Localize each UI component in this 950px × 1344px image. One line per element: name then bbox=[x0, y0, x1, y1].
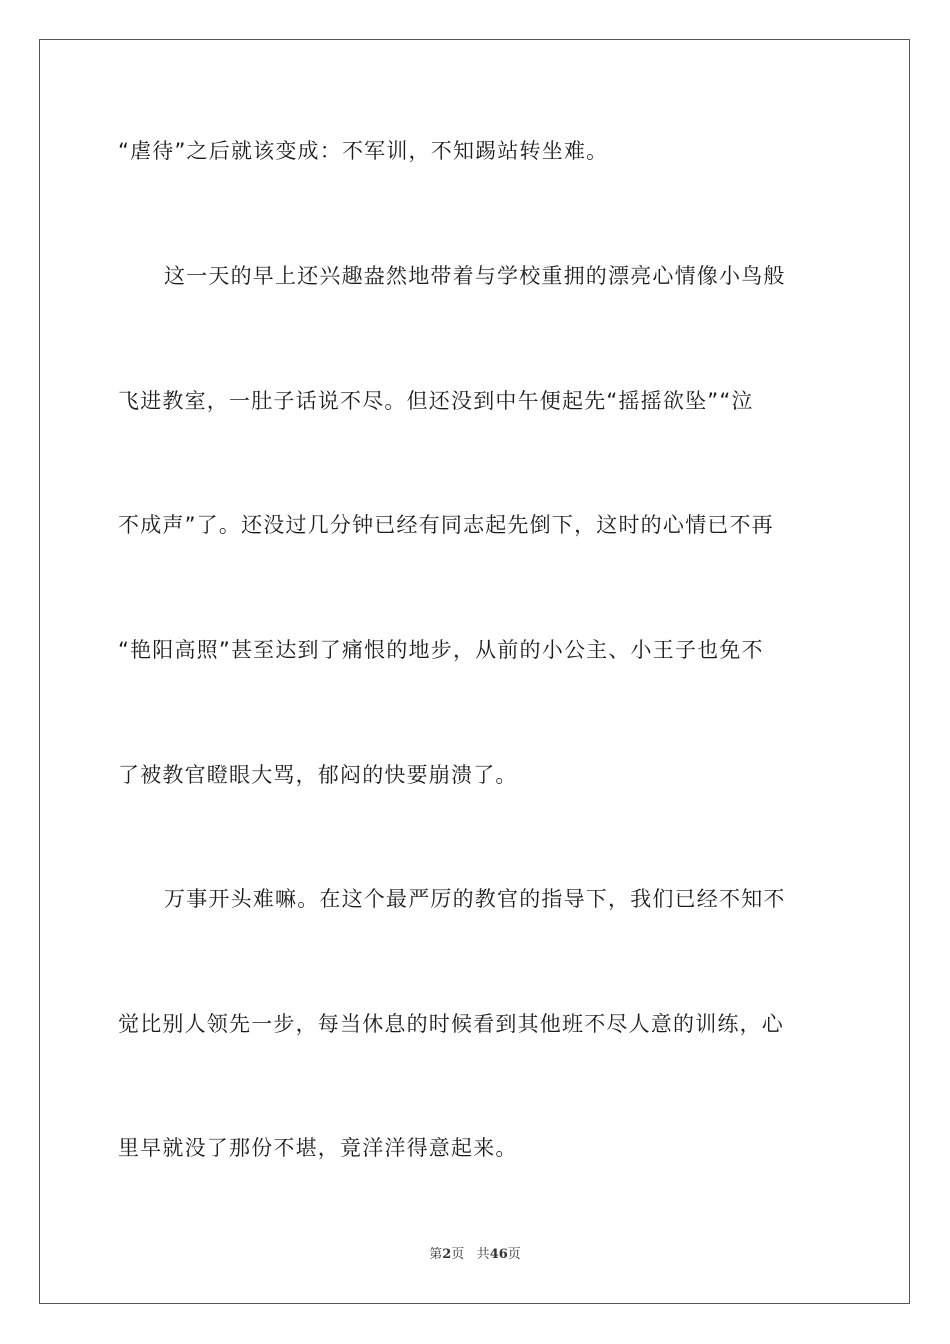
text-line-1: “虐待”之后就该变成：不军训，不知踢站转坐难。 bbox=[118, 139, 609, 163]
total-pages: 46 bbox=[489, 1247, 508, 1262]
text-line-3: 飞进教室，一肚子话说不尽。但还没到中午便起先“摇摇欲坠”“泣 bbox=[118, 389, 754, 413]
text-line-7: 万事开头难嘛。在这个最严厉的教官的指导下，我们已经不知不 bbox=[164, 887, 786, 911]
page-prefix: 第 bbox=[429, 1247, 443, 1262]
total-suffix: 页 bbox=[507, 1247, 521, 1262]
page-border bbox=[39, 39, 910, 1304]
text-line-2: 这一天的早上还兴趣盎然地带着与学校重拥的漂亮心情像小鸟般 bbox=[164, 264, 786, 288]
text-line-4: 不成声”了。还没过几分钟已经有同志起先倒下，这时的心情已不再 bbox=[118, 513, 774, 537]
text-line-9: 里早就没了那份不堪，竟洋洋得意起来。 bbox=[118, 1136, 518, 1160]
page-suffix: 页 bbox=[451, 1247, 465, 1262]
text-line-6: 了被教官瞪眼大骂，郁闷的快要崩溃了。 bbox=[118, 763, 518, 787]
page-footer bbox=[0, 1246, 950, 1264]
total-prefix: 共 bbox=[476, 1247, 490, 1262]
text-line-8: 觉比别人领先一步，每当休息的时候看到其他班不尽人意的训练，心 bbox=[118, 1012, 784, 1036]
text-line-5: “艳阳高照”甚至达到了痛恨的地步，从前的小公主、小王子也免不 bbox=[118, 638, 764, 662]
page-number: 2 bbox=[442, 1247, 452, 1262]
